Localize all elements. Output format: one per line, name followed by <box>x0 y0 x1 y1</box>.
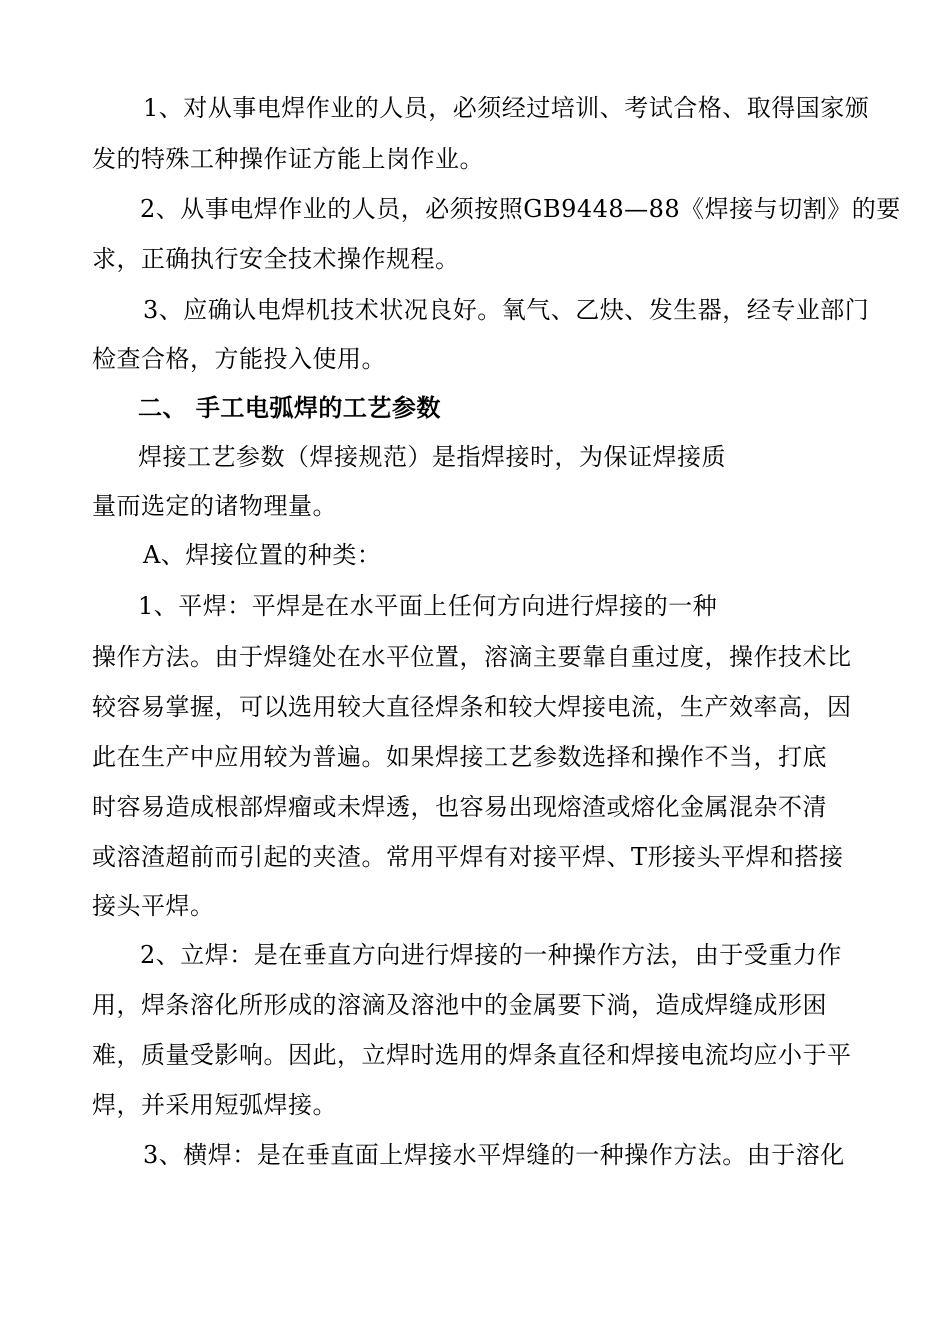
text-line: 焊接工艺参数（焊接规范）是指焊接时，为保证焊接质 <box>138 443 726 471</box>
text-line: 时容易造成根部焊瘤或未焊透，也容易出现熔渣或熔化金属混杂不清 <box>92 793 827 821</box>
section-heading: 二、 手工电弧焊的工艺参数 <box>138 394 441 422</box>
text-line: 用，焊条溶化所形成的溶滴及溶池中的金属要下淌，造成焊缝成形困 <box>92 991 827 1019</box>
text-line: 或溶渣超前而引起的夹渣。常用平焊有对接平焊、T形接头平焊和搭接 <box>92 843 844 871</box>
text-line: 2、立焊：是在垂直方向进行焊接的一种操作方法，由于受重力作 <box>140 941 842 969</box>
text-line: 求，正确执行安全技术操作规程。 <box>92 245 460 273</box>
text-line: 1、对从事电焊作业的人员，必须经过培训、考试合格、取得国家颁 <box>143 94 870 122</box>
text-line: 操作方法。由于焊缝处在水平位置，溶滴主要靠自重过度，操作技术比 <box>92 643 852 671</box>
text-line: 焊，并采用短弧焊接。 <box>92 1091 337 1119</box>
text-line: 3、应确认电焊机技术状况良好。氧气、乙炔、发生器，经专业部门 <box>143 296 870 324</box>
text-line: 此在生产中应用较为普遍。如果焊接工艺参数选择和操作不当，打底 <box>92 743 827 771</box>
text-line: A、焊接位置的种类： <box>143 541 382 569</box>
text-line: 较容易掌握，可以选用较大直径焊条和较大焊接电流，生产效率高，因 <box>92 693 852 721</box>
text-line: 检查合格，方能投入使用。 <box>92 345 386 373</box>
text-line: 发的特殊工种操作证方能上岗作业。 <box>92 145 484 173</box>
text-line: 1、平焊：平焊是在水平面上任何方向进行焊接的一种 <box>138 592 718 620</box>
text-line: 3、横焊：是在垂直面上焊接水平焊缝的一种操作方法。由于溶化 <box>143 1141 845 1169</box>
text-line: 量而选定的诸物理量。 <box>92 492 337 520</box>
text-line: 2、从事电焊作业的人员，必须按照GB9448—88《焊接与切割》的要 <box>140 195 901 223</box>
text-line: 接头平焊。 <box>92 892 215 920</box>
text-line: 难，质量受影响。因此，立焊时选用的焊条直径和焊接电流均应小于平 <box>92 1041 852 1069</box>
